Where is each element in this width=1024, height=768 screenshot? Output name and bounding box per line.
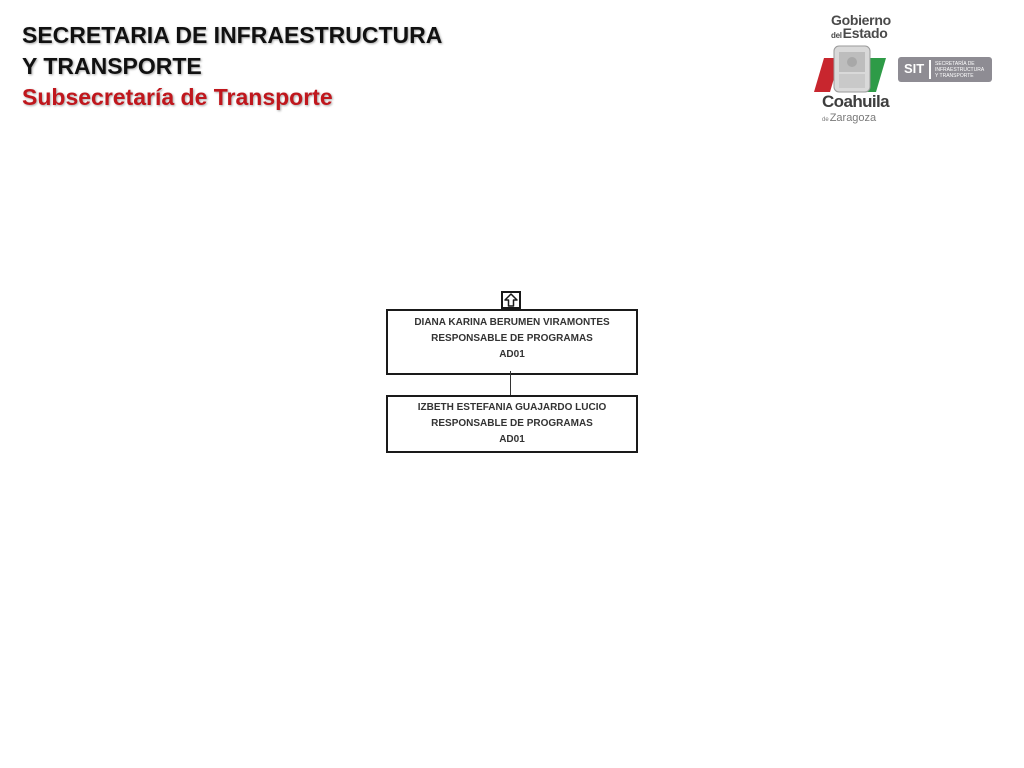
logo-estado: Estado: [842, 25, 888, 41]
title-line-2: Y TRANSPORTE: [22, 53, 202, 79]
node-name: DIANA KARINA BERUMEN VIRAMONTES: [414, 317, 610, 328]
org-node[interactable]: [386, 395, 638, 453]
sit-description: [935, 61, 991, 79]
org-node[interactable]: [386, 309, 638, 375]
logo-gobierno-text: [831, 14, 891, 42]
logo-gobierno: Gobierno: [831, 12, 891, 28]
page-title: [22, 20, 442, 113]
sit-line-2: INFRAESTRUCTURA: [935, 67, 985, 73]
title-line-1: SECRETARIA DE INFRAESTRUCTURA: [22, 22, 443, 48]
node-code: AD01: [499, 434, 525, 445]
node-role: RESPONSABLE DE PROGRAMAS: [431, 333, 593, 344]
logo-zaragoza-text: [822, 112, 876, 124]
sit-line-3: Y TRANSPORTE: [935, 73, 974, 79]
logo-de: de: [822, 117, 829, 123]
government-logo: [806, 10, 996, 128]
sit-line-1: SECRETARÍA DE: [935, 61, 975, 67]
logo-del: del: [831, 31, 842, 40]
sit-acronym: SIT: [904, 61, 925, 76]
connector-line: [510, 371, 511, 395]
sit-badge: [898, 57, 992, 82]
node-name: IZBETH ESTEFANIA GUAJARDO LUCIO: [417, 402, 607, 413]
logo-zaragoza: Zaragoza: [829, 112, 877, 124]
page-subtitle: Subsecretaría de Transporte: [22, 84, 333, 110]
node-code: AD01: [499, 349, 525, 360]
logo-coahuila: Coahuila: [822, 92, 889, 111]
sit-separator: [929, 60, 931, 79]
node-role: RESPONSABLE DE PROGRAMAS: [431, 418, 593, 429]
up-arrow-icon[interactable]: [501, 291, 521, 309]
coahuila-emblem-icon: [812, 44, 896, 94]
